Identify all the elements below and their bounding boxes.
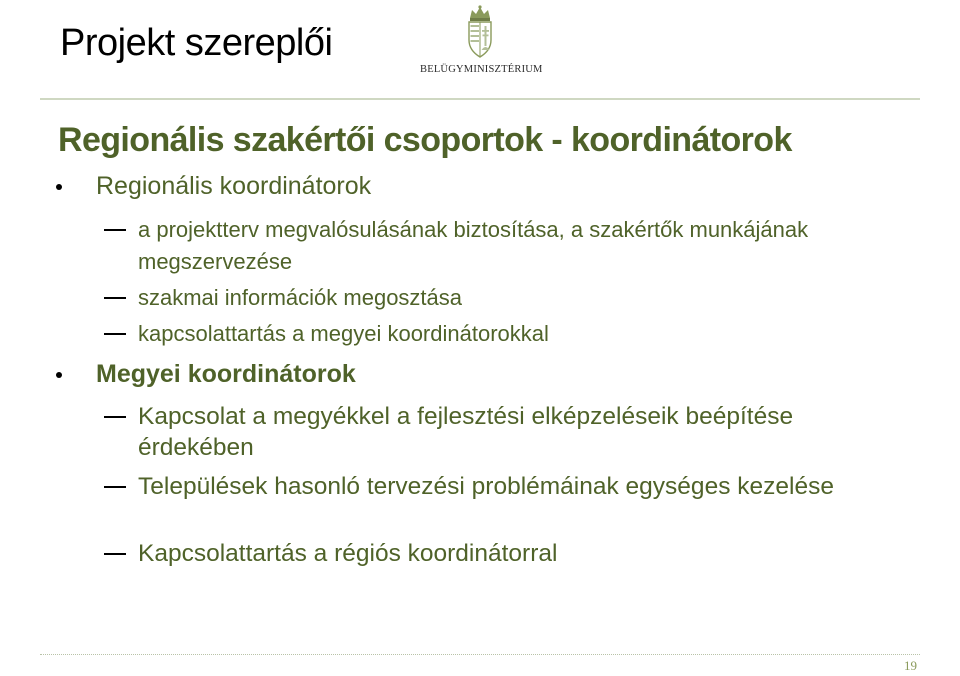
dash-icon [104, 486, 126, 488]
sub-item [104, 538, 904, 569]
logo-text: BELÜGYMINISZTÉRIUM [420, 64, 543, 75]
dash-icon [104, 416, 126, 418]
sub-item-text: Kapcsolat a megyékkel a fejlesztési elképzeléseik beépítése érdekében [138, 403, 794, 461]
slide-subtitle: Regionális szakértői csoportok - koordinátorok [58, 121, 792, 159]
sub-item [104, 282, 904, 314]
bullet-icon [56, 184, 62, 190]
sub-item [104, 401, 904, 463]
hungarian-coat-of-arms-icon [464, 4, 496, 60]
dash-icon [104, 229, 126, 231]
dash-icon [104, 333, 126, 335]
sub-item-text: kapcsolattartás a megyei koordinátorokkal [138, 321, 549, 346]
header-divider [40, 98, 920, 100]
sub-item-text: Kapcsolattartás a régiós koordinátorral [138, 540, 558, 567]
page-number: 19 [904, 658, 917, 673]
bullet-icon [56, 372, 62, 378]
ministry-logo [420, 4, 543, 78]
section-heading: Regionális koordinátorok [96, 172, 372, 200]
slide-title: Projekt szereplői [60, 22, 333, 64]
sub-item [104, 214, 904, 278]
dash-icon [104, 297, 126, 299]
sub-item [104, 318, 904, 350]
section-heading: Megyei koordinátorok [96, 360, 356, 388]
sub-item-text: Települések hasonló tervezési problémáinak egységes kezelése [138, 473, 834, 500]
footer-divider [40, 654, 920, 656]
sub-item [104, 471, 904, 502]
sub-item-text: szakmai információk megosztása [138, 285, 463, 310]
dash-icon [104, 553, 126, 555]
sub-item-text: a projektterv megvalósulásának biztosítása, a szakértők munkájának megszervezése [138, 217, 809, 274]
